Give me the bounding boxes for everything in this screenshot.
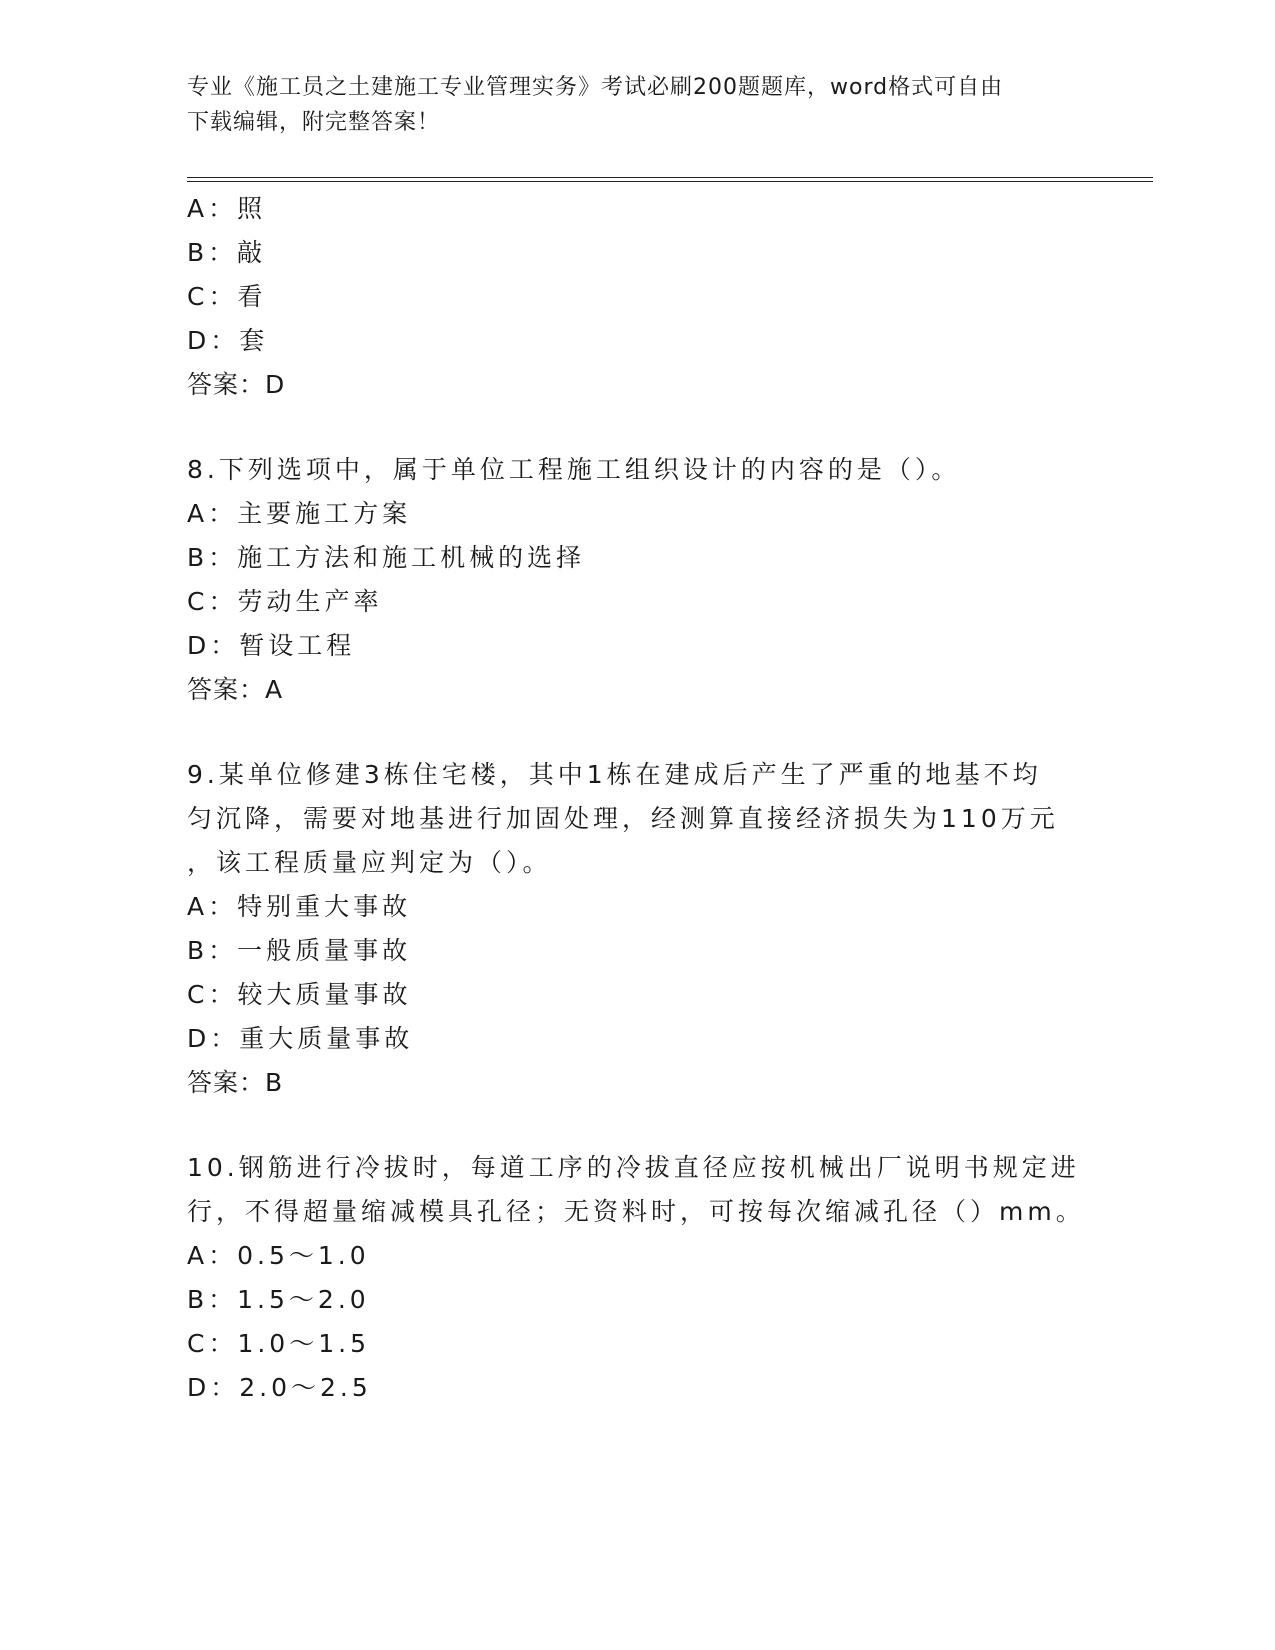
q7-option-b: B：敲: [187, 238, 267, 267]
q9-option-c: C：较大质量事故: [187, 980, 412, 1009]
q9-question-line-3: ，该工程质量应判定为（）。: [187, 848, 552, 877]
q9-question-line-2: 匀沉降，需要对地基进行加固处理，经测算直接经济损失为110万元: [187, 804, 1059, 833]
q7-option-a: A：照: [187, 194, 267, 223]
q7-option-d: D：套: [187, 326, 269, 355]
q10-option-b: B：1.5～2.0: [187, 1285, 370, 1314]
q8-option-d: D：暂设工程: [187, 631, 356, 660]
header-rule-bottom: [187, 181, 1153, 182]
header-line-2: 下载编辑，附完整答案！: [187, 110, 441, 135]
q7-option-c: C：看: [187, 282, 267, 311]
document-header: [187, 70, 1067, 140]
q8-option-b: B：施工方法和施工机械的选择: [187, 543, 586, 572]
header-rule-top: [187, 177, 1153, 178]
q10-question-line-2: 行，不得超量缩减模具孔径；无资料时，可按每次缩减孔径（）mm。: [187, 1197, 1085, 1226]
q8-question: 8.下列选项中，属于单位工程施工组织设计的内容的是（）。: [187, 455, 961, 484]
q10-option-c: C：1.0～1.5: [187, 1329, 370, 1358]
q9-option-a: A：特别重大事故: [187, 892, 412, 921]
q8-option-a: A：主要施工方案: [187, 499, 412, 528]
q8-option-c: C：劳动生产率: [187, 587, 383, 616]
q10-option-a: A：0.5～1.0: [187, 1241, 370, 1270]
q9-option-b: B：一般质量事故: [187, 936, 412, 965]
q9-answer: 答案：B: [187, 1068, 284, 1097]
q10-question-line-1: 10.钢筋进行冷拔时，每道工序的冷拔直径应按机械出厂说明书规定进: [187, 1153, 1080, 1182]
q9-option-d: D：重大质量事故: [187, 1024, 414, 1053]
q10-option-d: D：2.0～2.5: [187, 1373, 372, 1402]
q9-question-line-1: 9.某单位修建3栋住宅楼，其中1栋在建成后产生了严重的地基不均: [187, 760, 1042, 789]
q7-answer: 答案：D: [187, 370, 286, 399]
q8-answer: 答案：A: [187, 675, 284, 704]
header-line-1: 专业《施工员之土建施工专业管理实务》考试必刷200题题库，word格式可自由: [187, 75, 1004, 100]
